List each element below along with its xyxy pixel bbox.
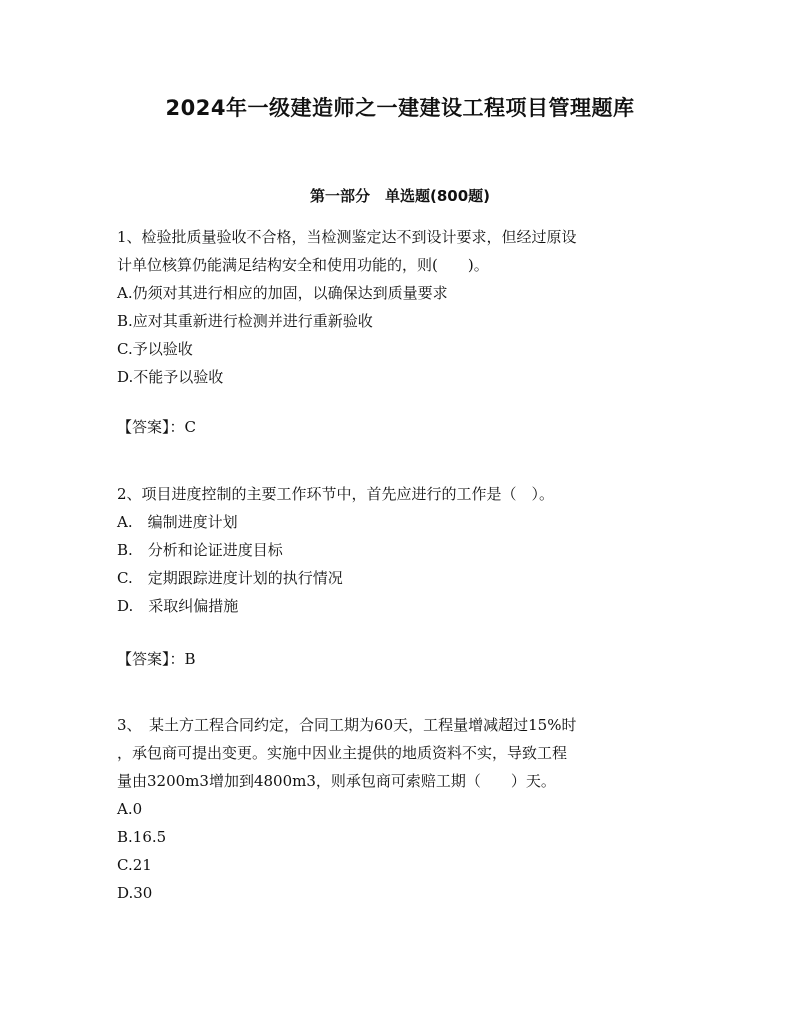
option-d: D.30 (117, 884, 153, 902)
answer-2: 【答案】：B (117, 650, 196, 668)
question-stem-line: ，承包商可提出变更。实施中因业主提供的地质资料不实，导致工程 (117, 744, 568, 762)
option-b: B. 分析和论证进度目标 (117, 541, 283, 559)
question-1 (117, 223, 687, 391)
option-b: B.应对其重新进行检测并进行重新验收 (117, 312, 373, 330)
page-title: 2024年一级建造师之一建建设工程项目管理题库 (165, 96, 635, 120)
option-c: C.21 (117, 856, 152, 874)
question-stem-line: 2、项目进度控制的主要工作环节中，首先应进行的工作是（ ）。 (117, 485, 555, 503)
option-d: D. 采取纠偏措施 (117, 597, 239, 615)
question-3 (117, 711, 687, 907)
question-stem-line: 量由3200m3增加到4800m3，则承包商可索赔工期（ ）天。 (117, 772, 556, 790)
option-a: A.0 (117, 800, 143, 818)
question-stem-line: 计单位核算仍能满足结构安全和使用功能的，则( )。 (117, 256, 489, 274)
answer-1: 【答案】：C (117, 418, 196, 436)
option-c: C. 定期跟踪进度计划的执行情况 (117, 569, 343, 587)
option-a: A.仍须对其进行相应的加固，以确保达到质量要求 (117, 284, 448, 302)
option-d: D.不能予以验收 (117, 368, 224, 386)
question-stem-line: 3、 某土方工程合同约定，合同工期为60天，工程量增减超过15%时 (117, 716, 577, 734)
option-a: A. 编制进度计划 (117, 513, 238, 531)
option-c: C.予以验收 (117, 340, 193, 358)
section-heading: 第一部分 单选题(800题) (309, 187, 491, 205)
question-stem-line: 1、检验批质量验收不合格，当检测鉴定达不到设计要求，但经过原设 (117, 228, 577, 246)
question-2 (117, 480, 687, 620)
option-b: B.16.5 (117, 828, 167, 846)
